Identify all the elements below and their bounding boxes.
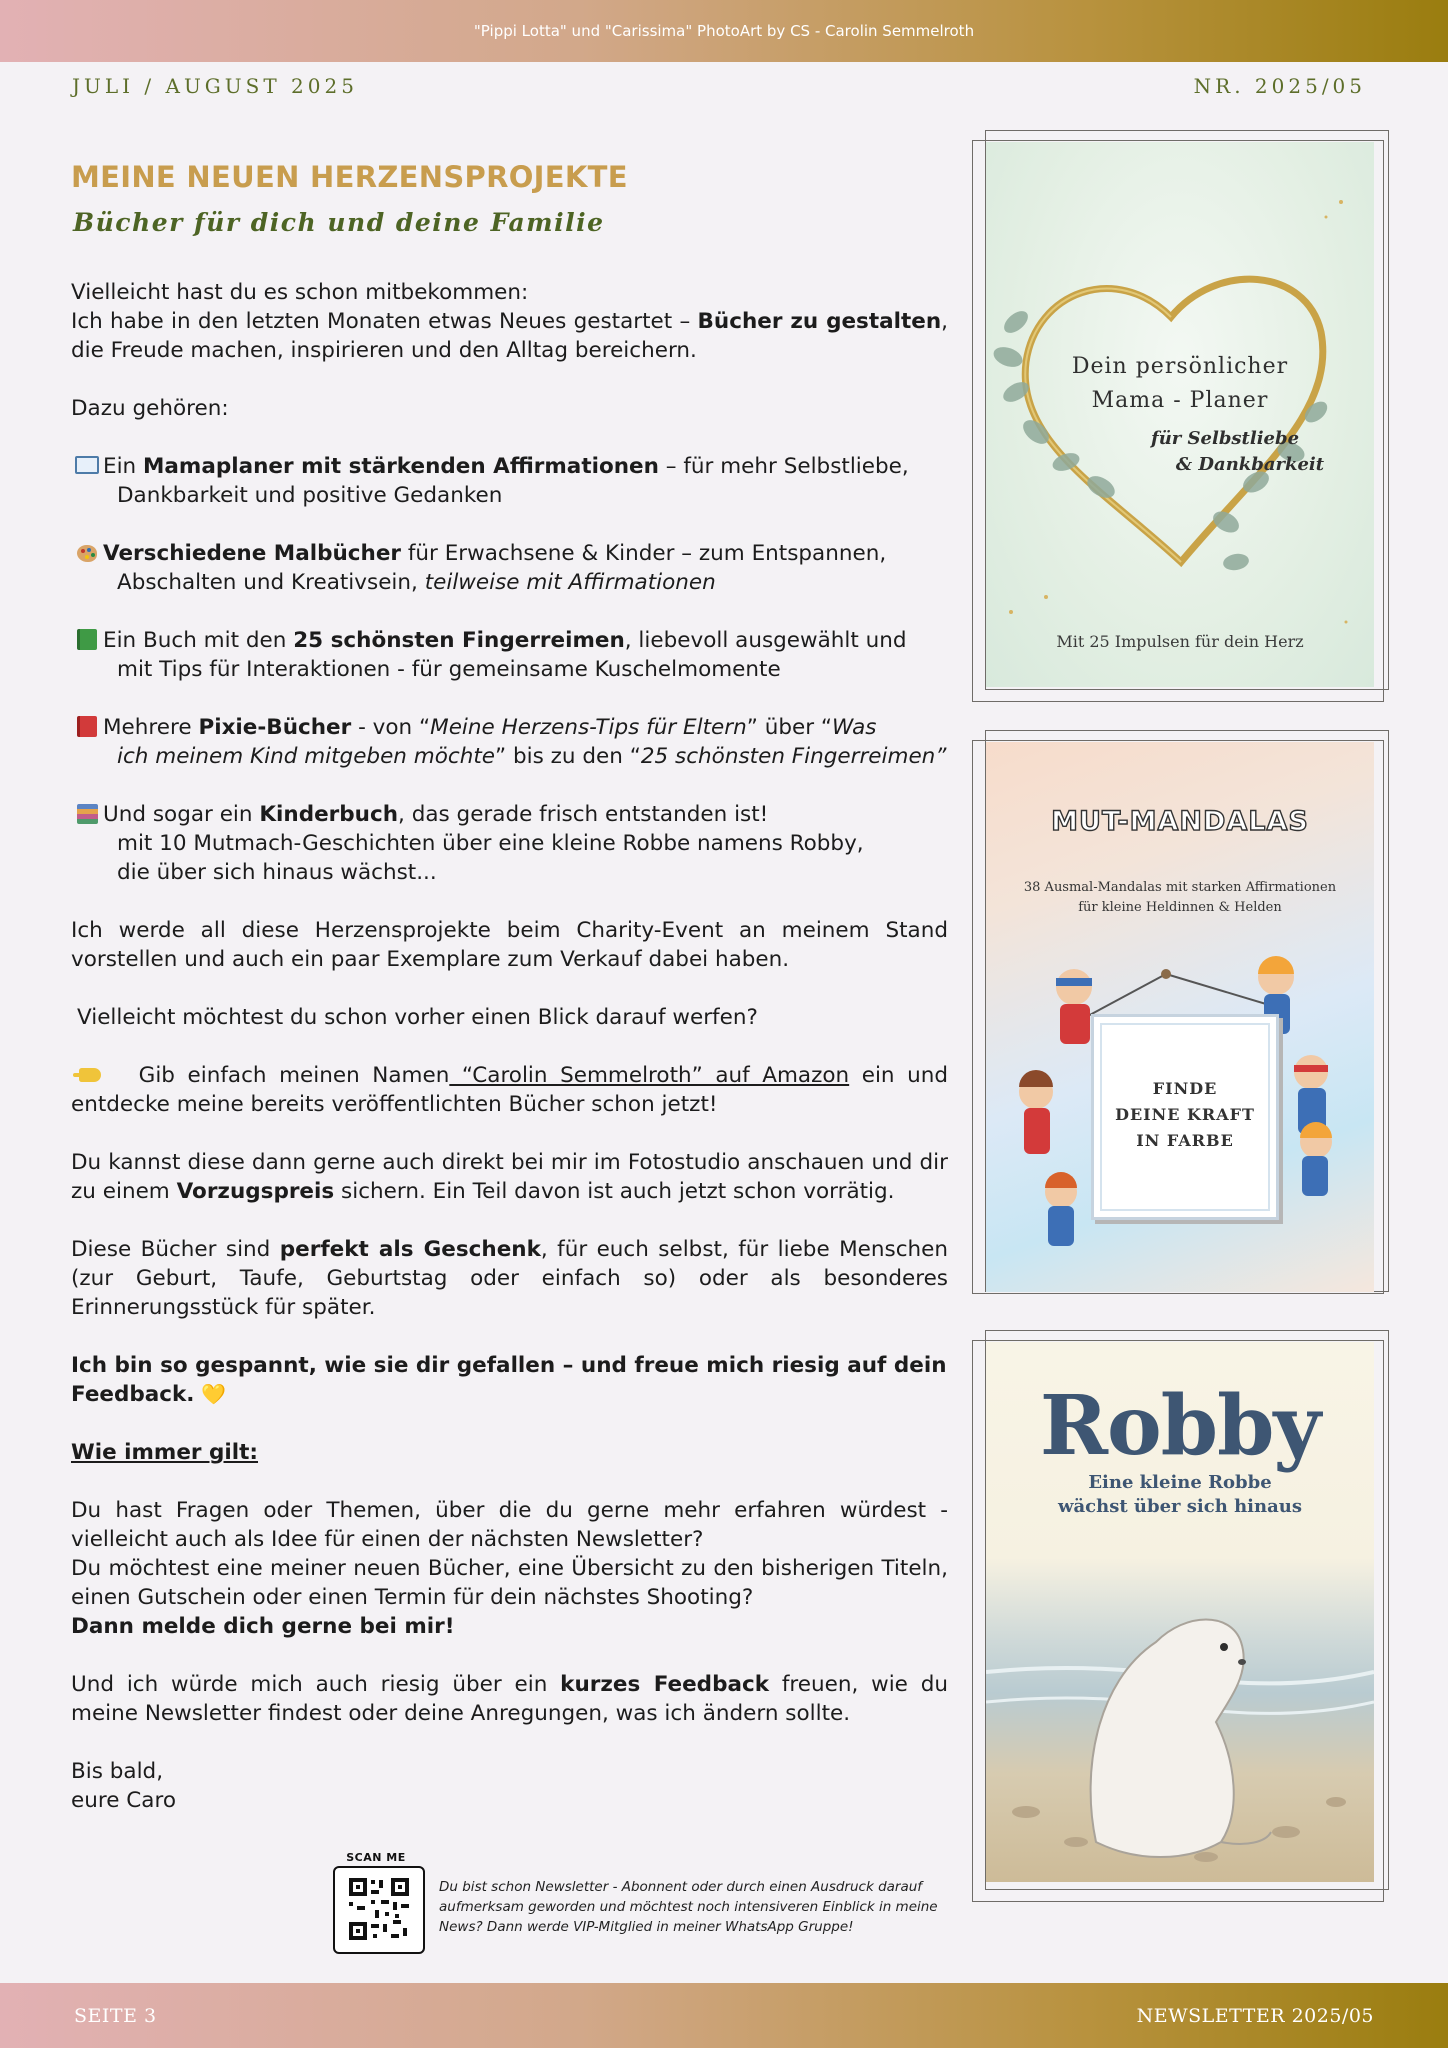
planer-script-line-2: & Dankbarkeit: [1175, 454, 1325, 475]
list-item: Mehrere Pixie-Bücher - von “Meine Herzens-Tips für Eltern” über “Was ich meinem Kind mitgeben möchte” bis zu den “25 schönsten Fingerreimen”: [71, 713, 948, 771]
mandalas-subtitle-2: für kleine Heldinnen & Helden: [1078, 900, 1282, 915]
list-item: Und sogar ein Kinderbuch, das gerade frisch entstanden ist! mit 10 Mutmach-Geschichten über eine kleine Robbe namens Robby, die über sich hinaus wächst...: [71, 800, 948, 887]
robby-subtitle-1: Eine kleine Robbe: [1088, 1472, 1272, 1493]
list-item: Ein Mamaplaner mit stärkenden Affirmationen – für mehr Selbstliebe, Dankbarkeit und positive Gedanken: [71, 452, 948, 510]
intro-bold: Bücher zu gestalten: [697, 309, 942, 334]
headline: MEINE NEUEN HERZENSPROJEKTE: [71, 160, 628, 194]
footer-band: [0, 1983, 1448, 2048]
charity-paragraph: Ich werde all diese Herzensprojekte beim Charity-Event an meinem Stand vorstellen und auch ein paar Exemplare zum Verkauf dabei haben.: [71, 918, 948, 972]
intro-paragraph: Vielleicht hast du es schon mitbekommen: Ich habe in den letzten Monaten etwas Neues gestartet – Bücher zu gestalten, die Freude machen, inspirieren und den Alltag bereichern.: [71, 280, 949, 363]
wie-immer-heading: Wie immer gilt:: [71, 1440, 259, 1465]
planer-title-line-1: Dein persönlicher: [1071, 354, 1289, 379]
issue-number: NR. 2025/05: [1193, 74, 1366, 98]
page-number: SEITE 3: [74, 2005, 157, 2027]
list-item: Verschiedene Malbücher für Erwachsene & Kinder – zum Entspannen, Abschalten und Kreativsein, teilweise mit Affirmationen: [71, 539, 948, 597]
studio-paragraph: Du kannst diese dann gerne auch direkt bei mir im Fotostudio anschauen und dir zu einem Vorzugspreis sichern. Ein Teil davon ist auch jetzt schon vorrätig.: [71, 1150, 948, 1204]
mandalas-subtitle-1: 38 Ausmal-Mandalas mit starken Affirmationen: [1023, 880, 1337, 895]
affirmation-card: [1091, 1014, 1279, 1220]
yellow-heart-icon: 💛: [201, 1382, 227, 1406]
gift-paragraph: Diese Bücher sind perfekt als Geschenk, für euch selbst, für liebe Menschen (zur Geburt, Taufe, Geburtstag oder einfach so) oder als besonderes Erinnerungsstück für später.: [71, 1237, 948, 1320]
card-line-1: FINDE: [1152, 1079, 1218, 1098]
planer-script-line-1: für Selbstliebe: [1150, 428, 1300, 449]
robby-subtitle-2: wächst über sich hinaus: [1058, 1496, 1302, 1517]
card-line-3: IN FARBE: [1136, 1131, 1234, 1150]
pointing-hand-icon: [71, 1063, 101, 1088]
excited-paragraph: Ich bin so gespannt, wie sie dir gefallen – und freue mich riesig auf dein Feedback. 💛: [71, 1353, 947, 1407]
list-item: Ein Buch mit den 25 schönsten Fingerreimen, liebevoll ausgewählt und mit Tips für Interaktionen - für gemeinsame Kuschelmomente: [71, 626, 948, 684]
questions-paragraph: Du hast Fragen oder Themen, über die du gerne mehr erfahren würdest - vielleicht auch als Idee für einen der nächsten Newsletter? Du möchtest eine meiner neuen Bücher, eine Übersicht zu den bisherigen Titeln, einen Gutschein oder einen Termin für dein nächstes Shooting? Dann melde dich gerne bei mir!: [71, 1498, 948, 1639]
planer-title-line-2: Mama - Planer: [1091, 388, 1269, 413]
hero-figure: [1056, 969, 1092, 1044]
seal-illustration: [986, 1342, 1374, 1882]
card-line-2: DEINE KRAFT: [1115, 1105, 1255, 1124]
amazon-link[interactable]: “Carolin Semmelroth” auf Amazon: [449, 1063, 850, 1088]
dazu-label: Dazu gehören:: [71, 396, 229, 421]
feedback-paragraph: Und ich würde mich auch riesig über ein kurzes Feedback freuen, wie du meine Newsletter findest oder deine Anregungen, was ich ändern sollte.: [71, 1672, 948, 1726]
subline: Bücher für dich und deine Familie: [73, 208, 605, 237]
planer-footer: Mit 25 Impulsen für dein Herz: [1056, 632, 1304, 651]
footer-issue: NEWSLETTER 2025/05: [1136, 2005, 1374, 2027]
green-book-icon: [71, 626, 103, 684]
qr-code-icon: [335, 1868, 423, 1952]
book-stack-icon: [71, 800, 103, 887]
palette-icon: [71, 539, 103, 597]
signoff: Bis bald, eure Caro: [71, 1759, 176, 1813]
issue-date: JULI / AUGUST 2025: [72, 74, 358, 98]
robby-title: Robby: [1039, 1378, 1321, 1474]
whatsapp-note: Du bist schon Newsletter - Abonnent oder durch einen Ausdruck darauf aufmerksam geworden und möchtest noch intensiveren Einblick in meine News? Dann werde VIP-Mitglied in meiner WhatsApp Gruppe!: [439, 1879, 938, 1935]
qr-code[interactable]: [333, 1866, 425, 1954]
red-book-icon: [71, 713, 103, 771]
open-book-icon: [71, 452, 103, 510]
robby-book-cover[interactable]: [986, 1342, 1374, 1882]
article-body: [71, 278, 948, 1844]
header-band: [0, 0, 1448, 62]
heart-wreath-illustration: [986, 142, 1374, 687]
amazon-paragraph: Gib einfach meinen Namen “Carolin Semmelroth” auf Amazon ein und entdecke meine bereits veröffentlichten Bücher schon jetzt!: [71, 1063, 948, 1117]
intro-line-1: Vielleicht hast du es schon mitbekommen:: [71, 280, 529, 305]
mut-mandalas-cover[interactable]: [986, 742, 1374, 1292]
mama-planer-cover[interactable]: [986, 142, 1374, 687]
mandalas-title: MUT-MANDALAS: [1051, 806, 1309, 837]
scan-me-label: SCAN ME: [340, 1851, 412, 1864]
blick-paragraph: Vielleicht möchtest du schon vorher einen Blick darauf werfen?: [77, 1005, 758, 1030]
photo-credit: "Pippi Lotta" und "Carissima" PhotoArt by CS - Carolin Semmelroth: [473, 22, 975, 40]
